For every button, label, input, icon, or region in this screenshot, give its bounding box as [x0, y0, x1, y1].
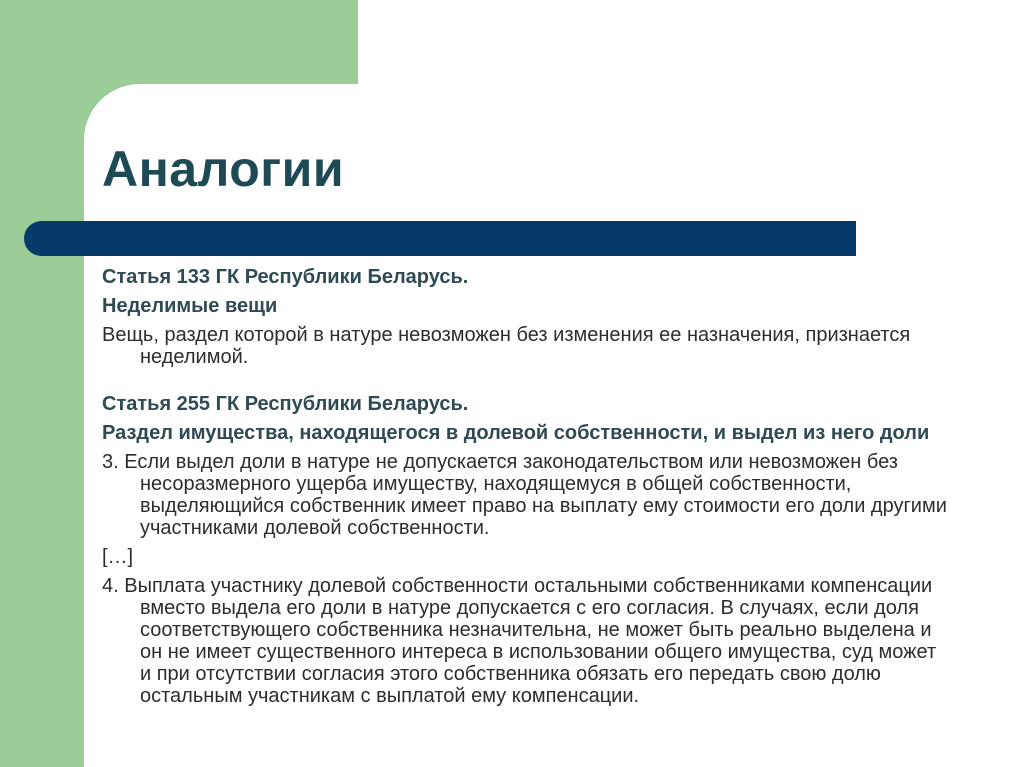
slide-body [102, 266, 947, 714]
title-underline-bar [24, 221, 856, 256]
article-133-heading: Статья 133 ГК Республики Беларусь. [102, 266, 469, 288]
article-255-point-3: 3. Если выдел доли в натуре не допускается законодательством или невозможен без несоразмерного ущерба имуществу, находящемуся в общей собственности, выделяющийся собственник имеет право на выплату ему стоимости его доли другими участниками долевой собственности. [102, 451, 947, 539]
slide-title: Аналогии [102, 141, 345, 197]
article-133-subtitle: Неделимые вещи [102, 295, 278, 317]
article-133-text: Вещь, раздел которой в натуре невозможен без изменения ее назначения, признается неделимой. [102, 324, 911, 368]
article-255-point-4: 4. Выплата участнику долевой собственности остальными собственниками компенсации вместо выдела его доли в натуре допускается с его согласия. В случаях, если доля соответствующего собственника незначительна, не может быть реально выделена и он не имеет существенного интереса в использовании общего имущества, суд может и при отсутствии согласия этого собственника обязать его передать свою долю остальным участникам с выплатой ему компенсации. [102, 575, 937, 707]
article-255-heading: Статья 255 ГК Республики Беларусь. [102, 393, 469, 415]
article-255-subtitle: Раздел имущества, находящегося в долевой собственности, и выдел из него доли [102, 422, 930, 444]
paragraph-gap [102, 375, 947, 393]
ellipsis-marker: […] [102, 546, 134, 568]
